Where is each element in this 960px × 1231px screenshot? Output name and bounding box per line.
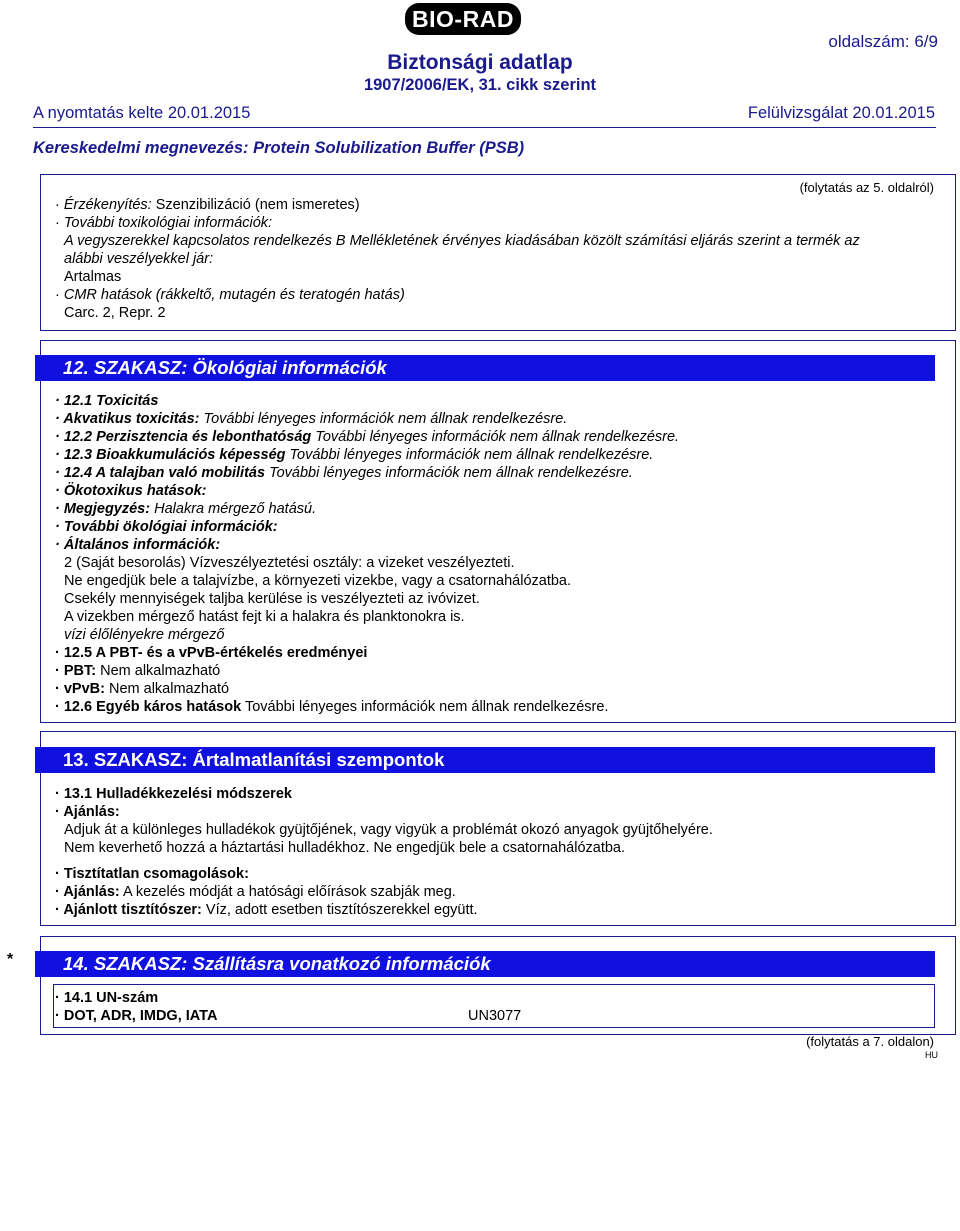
sensitization-label: · Érzékenyítés: [55, 197, 152, 213]
header-divider [33, 127, 936, 128]
note-line [55, 500, 316, 518]
s123-line [55, 446, 653, 464]
recommendation2-label: · Ajánlás: [55, 884, 120, 900]
uncleaned-packaging-heading: · Tisztítatlan csomagolások: [55, 866, 249, 882]
bio-rad-logo: BIO-RAD [405, 3, 521, 35]
general-line-4: A vizekben mérgező hatást fejt ki a halakra és planktonokra is. [64, 609, 465, 625]
tox-para-line1: A vegyszerekkel kapcsolatos rendelkezés B Mellékletének érvényes kiadásában közölt számítási eljárás szerint a termék az [64, 233, 860, 249]
s124-line [55, 464, 633, 482]
general-line-5: vízi élőlényekre mérgező [64, 627, 225, 643]
s124-value: További lényeges információk nem állnak rendelkezésre. [265, 465, 633, 481]
general-heading: · Általános információk: [55, 537, 221, 553]
cleaner-label: · Ajánlott tisztítószer: [55, 902, 202, 918]
cleaner-value: Víz, adott esetben tisztítószerekkel együtt. [201, 902, 478, 918]
aquatic-label: · Akvatikus toxicitás: [55, 411, 200, 427]
sensitization-line [55, 196, 360, 214]
s126-line [55, 698, 608, 716]
page-number: oldalszám: 6/9 [828, 32, 938, 51]
cmr-heading: · CMR hatások (rákkeltő, mutagén és teratogén hatás) [55, 287, 405, 303]
aquatic-value: További lényeges információk nem állnak rendelkezésre. [199, 411, 568, 427]
recommendation-heading: · Ajánlás: [55, 804, 120, 820]
s126-value: További lényeges információk nem állnak rendelkezésre. [241, 699, 609, 715]
s141-heading: · 14.1 UN-szám [55, 990, 159, 1006]
trade-name: Kereskedelmi megnevezés: Protein Solubilization Buffer (PSB) [33, 139, 525, 157]
pbt-label: · PBT: [55, 663, 97, 679]
s122-value: További lényeges információk nem állnak rendelkezésre. [311, 429, 680, 445]
recommendation2-line [55, 883, 456, 901]
note-label: · Megjegyzés: [55, 501, 151, 517]
s131-heading: · 13.1 Hulladékkezelési módszerek [55, 786, 292, 802]
general-line-3: Csekély mennyiségek taljba kerülése is veszélyezteti az ivóvizet. [64, 591, 480, 607]
s121-heading: · 12.1 Toxicitás [55, 393, 159, 409]
dot-label: · DOT, ADR, IMDG, IATA [55, 1008, 218, 1024]
section-14-heading: 14. SZAKASZ: Szállításra vonatkozó információk [35, 951, 935, 977]
vpvb-value: Nem alkalmazható [104, 681, 230, 697]
s126-label: · 12.6 Egyéb káros hatások [55, 699, 242, 715]
recommendation-line-2: Nem keverhető hozzá a háztartási hulladékhoz. Ne engedjük bele a csatornahálózatba. [64, 840, 626, 856]
s122-label: · 12.2 Perzisztencia és lebonthatóság [55, 429, 312, 445]
s122-line [55, 428, 679, 446]
language-code: HU [925, 1050, 938, 1060]
ecotox-heading: · Ökotoxikus hatások: [55, 483, 207, 499]
note-value: Halakra mérgező hatású. [150, 501, 317, 517]
more-tox-heading: · További toxikológiai információk: [55, 215, 273, 231]
vpvb-line [55, 680, 229, 698]
recommendation-line-1: Adjuk át a különleges hulladékok gyüjtőjének, vagy vigyük a problémát okozó anyagok gyüjtőhelyére. [64, 822, 713, 838]
document-subtitle: 1907/2006/EK, 31. cikk szerint [363, 76, 597, 94]
s125-heading: · 12.5 A PBT- és a vPvB-értékelés eredményei [55, 645, 368, 661]
s124-label: · 12.4 A talajban való mobilitás [55, 465, 266, 481]
s123-value: További lényeges információk nem állnak rendelkezésre. [285, 447, 654, 463]
section-13-heading: 13. SZAKASZ: Ártalmatlanítási szempontok [35, 747, 935, 773]
continued-on-note: (folytatás a 7. oldalon) [806, 1034, 934, 1049]
revision-asterisk: * [7, 951, 14, 968]
carc-text: Carc. 2, Repr. 2 [64, 305, 166, 321]
recommendation2-value: A kezelés módját a hatósági előírások szabják meg. [119, 884, 456, 900]
cleaner-line [55, 901, 478, 919]
continued-from-note: (folytatás az 5. oldalról) [799, 180, 934, 195]
document-title: Biztonsági adatlap [387, 51, 573, 74]
s123-label: · 12.3 Bioakkumulációs képesség [55, 447, 286, 463]
more-eco-heading: · További ökológiai információk: [55, 519, 278, 535]
pbt-line [55, 662, 220, 680]
harmful-text: Artalmas [64, 269, 122, 285]
print-date: A nyomtatás kelte 20.01.2015 [33, 104, 251, 122]
general-line-1: 2 (Saját besorolás) Vízveszélyeztetési osztály: a vizeket veszélyezteti. [64, 555, 515, 571]
dot-value: UN3077 [468, 1008, 522, 1024]
general-line-2: Ne engedjük bele a talajvízbe, a környezeti vizekbe, vagy a csatornahálózatba. [64, 573, 572, 589]
tox-para-line2: alábbi veszélyekkel jár: [64, 251, 214, 267]
aquatic-line [55, 410, 567, 428]
section-12-heading: 12. SZAKASZ: Ökológiai információk [35, 355, 935, 381]
vpvb-label: · vPvB: [55, 681, 105, 697]
pbt-value: Nem alkalmazható [96, 663, 221, 679]
sensitization-value: Szenzibilizáció (nem ismeretes) [151, 197, 360, 213]
revision-date: Felülvizsgálat 20.01.2015 [747, 104, 935, 122]
